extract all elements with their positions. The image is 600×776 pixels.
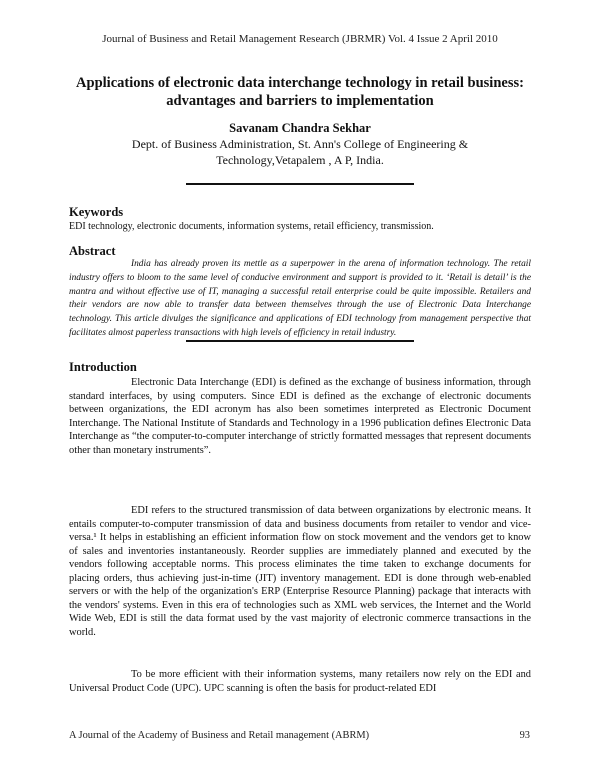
abstract-heading: Abstract: [69, 244, 116, 258]
abstract-text: India has already proven its mettle as a superpower in the arena of information technology. The retail industry offers to bloom to the same level of conducive environment and support is provided to it. ‘Retail is detail’ is the mantra and without effective use of IT, managing a successful retail enterprise could be quite impossible. Retailers and their vendors are now able to transfer data between themselves through the use of Electronic Data Interchange technology. This article divulges the significance and applications of EDI technology from management perspective that facilitates almost paperless transactions with high levels of efficiency in retail industry.: [69, 259, 531, 338]
page-number: 93: [519, 730, 530, 741]
introduction-heading: Introduction: [69, 360, 137, 374]
article-title: Applications of electronic data interchange technology in retail business: advantages and barriers to implementation: [76, 75, 524, 109]
body-paragraph: To be more efficient with their information systems, many retailers now rely on the EDI and Universal Product Code (UPC). UPC scanning is often the basis for product-related EDI: [69, 669, 531, 694]
divider-rule: [186, 183, 414, 185]
keywords-text: EDI technology, electronic documents, information systems, retail efficiency, transmission.: [69, 221, 434, 232]
keywords-heading: Keywords: [69, 205, 124, 219]
body-paragraph: Electronic Data Interchange (EDI) is defined as the exchange of business information, through standard interfaces, by using computers. Since EDI is defined as the exchange of electronic documents between organizations, the EDI acronym has also been sometimes interpreted as Electronic Document Interchange. The National Institute of Standards and Technology in a 1996 publication defines Electronic Data Interchange as “the computer-to-computer interchange of strictly formatted messages that represent documents other than monetary instruments”.: [69, 377, 531, 456]
body-paragraph: EDI refers to the structured transmission of data between organizations by electronic means. It entails computer-to-computer transmission of data and business documents from retailer to vendor and vice-versa.¹ It helps in establishing an efficient information flow on stock movement and the vendors get to know of sales and inventories instantaneously. Reorder supplies are immediately planned and executed by the vendors following acceptable norms. This process eliminates the time taken to exchange documents for placing orders, thus achieving just-in-time (JIT) inventory management. EDI is done through web-enabled servers or with the help of the organization's ERP (Enterprise Resource Planning) package that interacts with the vendors' systems. Even in this era of technologies such as XML web services, the Internet and the World Wide Web, EDI is still the data format used by the vast majority of electronic commerce transactions in the world.: [69, 505, 531, 638]
footer-journal: A Journal of the Academy of Business and Retail management (ABRM): [69, 730, 370, 741]
author-affiliation: Dept. of Business Administration, St. Ann's College of Engineering & Technology,Vetapalem , A P, India.: [131, 137, 469, 167]
running-header: Journal of Business and Retail Management Research (JBRMR) Vol. 4 Issue 2 April 2010: [102, 33, 498, 45]
author-name: Savanam Chandra Sekhar: [229, 121, 371, 135]
divider-rule: [186, 340, 414, 342]
